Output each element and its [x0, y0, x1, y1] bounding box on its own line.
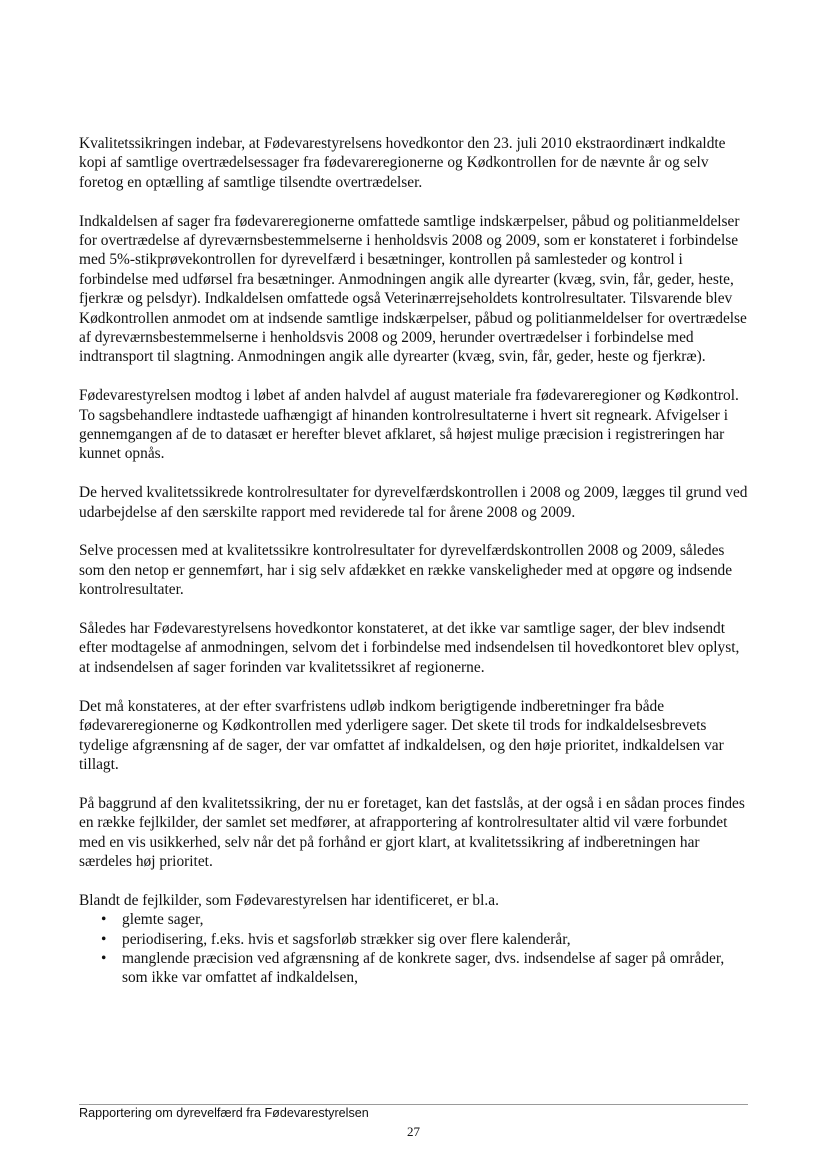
page-body: [79, 134, 751, 988]
list-item-text: glemte sager,: [122, 911, 204, 929]
paragraph: De herved kvalitetssikrede kontrolresultater for dyrevelfærdskontrollen i 2008 og 2009, lægges til grund ved udarbejdelse af den særskilte rapport med reviderede tal for årene 2008 og 2009.: [79, 484, 748, 521]
page-number: 27: [407, 1124, 420, 1139]
error-source-list: [79, 910, 751, 988]
footer-title: Rapportering om dyrevelfærd fra Fødevarestyrelsen: [79, 1106, 369, 1120]
list-item-text: manglende præcision ved afgrænsning af de konkrete sager, dvs. indsendelse af sager på områder, som ikke var omfattet af indkaldelsen,: [122, 949, 725, 987]
paragraph: Selve processen med at kvalitetssikre kontrolresultater for dyrevelfærdskontrollen 2008 og 2009, således som den netop er gennemført, har i sig selv afdækket en række vanskeligheder med at opgøre og indsende kontrolresultater.: [79, 542, 733, 599]
list-item: [79, 930, 751, 949]
bullet-icon: •: [101, 911, 107, 929]
bullet-icon: •: [101, 930, 107, 948]
footer-divider: [79, 1104, 748, 1105]
bullet-icon: •: [101, 949, 107, 967]
paragraph: Fødevarestyrelsen modtog i løbet af anden halvdel af august materiale fra fødevareregioner og Kødkontrol. To sagsbehandlere indtastede uafhængigt af hinanden kontrolresultaterne i hvert sit regneark. Afvigelser i gennemgangen af de to datasæt er herefter blevet afklaret, så højest mulige præcision i registreringen har kunnet opnås.: [79, 387, 739, 463]
paragraph: Således har Fødevarestyrelsens hovedkontor konstateret, at det ikke var samtlige sager, der blev indsendt efter modtagelse af anmodningen, selvom det i forbindelse med indsendelsen til hovedkontoret blev oplyst, at indsendelsen af sager forinden var kvalitetssikret af regionerne.: [79, 620, 740, 676]
paragraph: Kvalitetssikringen indebar, at Fødevarestyrelsens hovedkontor den 23. juli 2010 ekstraordinært indkaldte kopi af samtlige overtrædelsessager fra fødevareregionerne og Kødkontrollen for de nævnte år og selv foretog en optælling af samtlige tilsendte overtrædelser.: [79, 135, 726, 191]
list-item-text: periodisering, f.eks. hvis et sagsforløb strækker sig over flere kalenderår,: [122, 930, 571, 948]
paragraph: Det må konstateres, at der efter svarfristens udløb indkom berigtigende indberetninger fra både fødevareregionerne og Kødkontrollen med yderligere sager. Det skete til trods for indkaldelsesbrevets tydelige afgrænsning af de sager, der var omfattet af indkaldelsen, og den høje prioritet, indkaldelsen var tillagt.: [79, 697, 724, 773]
paragraph: Indkaldelsen af sager fra fødevareregionerne omfattede samtlige indskærpelser, påbud og politianmeldelser for overtrædelse af dyreværnsbestemmelserne i henholdsvis 2008 og 2009, som er konstateret i forbindelse med 5%-stikprøvekontrollen for dyrevelfærd i besætninger, kontrollen på samlesteder og kontrol i forbindelse med udførsel fra besætninger. Anmodningen angik alle dyrearter (kvæg, svin, får, geder, heste, fjerkræ og pelsdyr). Indkaldelsen omfattede også Veterinærrejseholdets kontrolresultater. Tilsvarende blev Kødkontrollen anmodet om at indsende samtlige indskærpelser, påbud og politianmeldelser for overtrædelse af dyreværnsbestemmelserne i henholdsvis 2008 og 2009, herunder overtrædelser i forbindelse med indtransport til slagtning. Anmodningen angik alle dyrearter (kvæg, svin, får, geder, heste og fjerkræ).: [79, 212, 747, 366]
list-intro: Blandt de fejlkilder, som Fødevarestyrelsen har identificeret, er bl.a.: [79, 891, 499, 909]
list-item: [79, 949, 751, 988]
list-item: [79, 910, 751, 929]
paragraph: På baggrund af den kvalitetssikring, der nu er foretaget, kan det fastslås, at der også i en sådan proces findes en række fejlkilder, der samlet set medfører, at afrapportering af kontrolresultater altid vil være forbundet med en vis usikkerhed, selv når det på forhånd er gjort klart, at kvalitetssikring af indberetningen har særdeles høj prioritet.: [79, 794, 745, 870]
